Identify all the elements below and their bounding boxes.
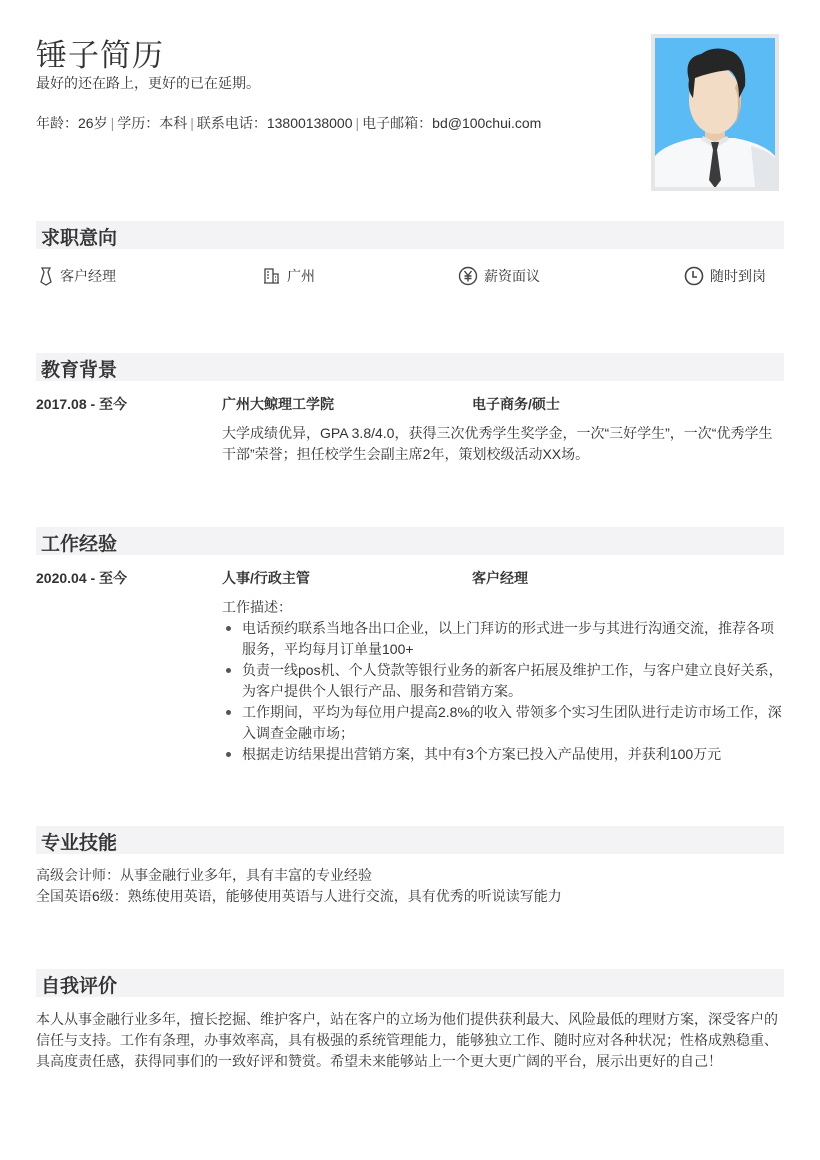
contact-email: 电子邮箱：bd@100chui.com xyxy=(362,115,542,131)
intent-position xyxy=(38,266,116,286)
intent-label: 薪资面议 xyxy=(484,268,540,284)
resume-name: 锤子简历 xyxy=(36,38,164,73)
section-header-education xyxy=(36,353,784,381)
separator: | xyxy=(190,115,194,131)
contact-phone: 联系电话：13800138000 xyxy=(196,115,353,131)
work-desc-label: 工作描述： xyxy=(222,599,292,615)
intent-label: 随时到岗 xyxy=(710,268,766,284)
tie-icon xyxy=(38,266,54,286)
work-bullet: 工作期间，平均为每位用户提高2.8%的收入 带领多个实习生团队进行走访市场工作，深入调查金融市场； xyxy=(242,702,784,744)
work-company: 人事/行政主管 xyxy=(222,570,310,586)
tagline: 最好的还在路上，更好的已在延期。 xyxy=(36,75,260,91)
section-title: 教育背景 xyxy=(41,360,118,381)
section-title: 求职意向 xyxy=(41,228,118,249)
education-description: 大学成绩优异，GPA 3.8/4.0，获得三次优秀学生奖学金，一次“三好学生”，一次“优秀学生干部”荣誉；担任校学生会副主席2年，策划校级活动XX场。 xyxy=(222,425,773,462)
intent-availability xyxy=(684,266,766,286)
section-title: 专业技能 xyxy=(41,833,118,854)
work-description xyxy=(222,597,784,765)
avatar-illustration xyxy=(655,38,775,187)
separator: | xyxy=(110,115,115,131)
section-header-intent xyxy=(36,221,784,249)
work-bullet: 负责一线pos机、个人贷款等银行业务的新客户拓展及维护工作，与客户建立良好关系，为客户提供个人银行产品、服务和营销方案。 xyxy=(242,660,784,702)
profile-photo xyxy=(651,34,779,191)
education-school: 广州大鲸理工学院 xyxy=(222,396,334,412)
section-title: 自我评价 xyxy=(41,976,118,997)
skill-item: 高级会计师：从事金融行业多年，具有丰富的专业经验 xyxy=(36,867,372,883)
separator: | xyxy=(355,115,360,131)
yuan-icon xyxy=(458,266,478,286)
skills-list xyxy=(36,865,784,907)
section-header-self-evaluation xyxy=(36,969,784,997)
intent-city xyxy=(263,266,315,286)
contact-age: 年龄：26岁 xyxy=(36,115,108,131)
work-position: 客户经理 xyxy=(472,570,528,586)
work-date: 2020.04 - 至今 xyxy=(36,570,128,586)
section-title: 工作经验 xyxy=(41,534,118,555)
clock-icon xyxy=(684,266,704,286)
intent-label: 广州 xyxy=(287,268,315,284)
self-evaluation-text: 本人从事金融行业多年，擅长挖掘、维护客户，站在客户的立场为他们提供获利最大、风险最低的理财方案，深受客户的信任与支持。工作有条理，办事效率高，具有极强的系统管理能力，能够独立工作、随时应对各种状况；性格成熟稳重、具高度责任感，获得同事们的一致好评和赞赏。希望未来能够站上一个更大更广阔的平台，展示出更好的自己！ xyxy=(36,1011,778,1069)
contact-education: 学历：本科 xyxy=(117,115,188,131)
intent-salary xyxy=(458,266,540,286)
building-icon xyxy=(263,267,281,285)
section-header-work xyxy=(36,527,784,555)
work-bullet: 根据走访结果提出营销方案，其中有3个方案已投入产品使用，并获利100万元 xyxy=(242,744,784,765)
education-date: 2017.08 - 至今 xyxy=(36,396,128,412)
intent-label: 客户经理 xyxy=(60,268,116,284)
contact-info xyxy=(36,113,541,133)
skill-item: 全国英语6级：熟练使用英语，能够使用英语与人进行交流，具有优秀的听说读写能力 xyxy=(36,888,562,904)
section-header-skills xyxy=(36,826,784,854)
work-bullet-list xyxy=(222,618,784,765)
education-major: 电子商务/硕士 xyxy=(472,396,560,412)
work-bullet: 电话预约联系当地各出口企业，以上门拜访的形式进一步与其进行沟通交流，推荐各项服务，平均每月订单量100+ xyxy=(242,618,784,660)
